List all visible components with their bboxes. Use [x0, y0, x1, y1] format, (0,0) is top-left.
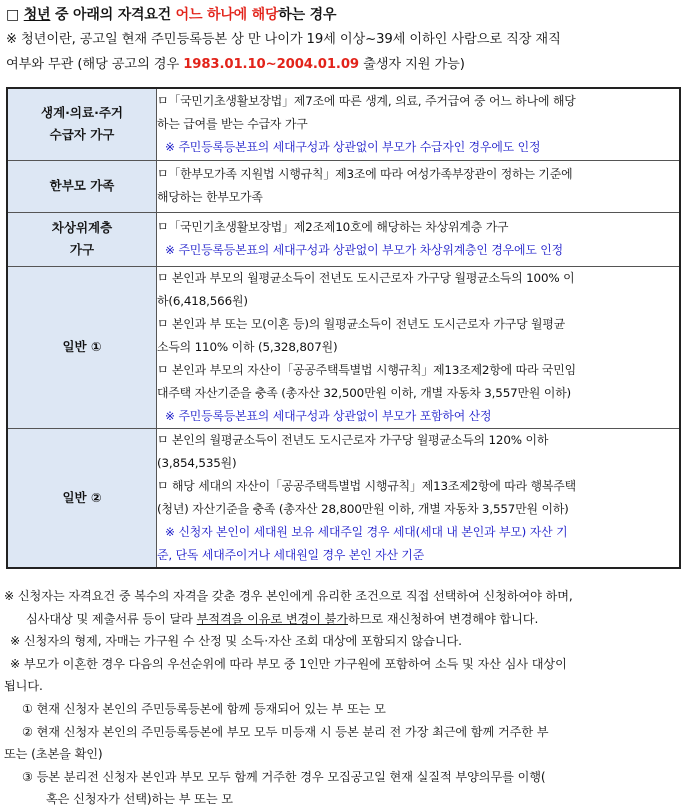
criteria-line: 해당하는 한부모가족 — [157, 190, 263, 204]
section-title — [6, 4, 336, 24]
row-label-line: 차상위계층 — [51, 220, 113, 235]
youth-definition — [6, 27, 686, 77]
table-row — [7, 88, 680, 160]
priority-item: ② 현재 신청자 본인의 주민등록등본에 부모 모두 미등재 시 등본 분리 전 가장 최근에 함께 거주한 부 — [22, 724, 549, 739]
table-row — [7, 266, 680, 428]
row-label — [7, 428, 157, 568]
title-text-end: 하는 경우 — [278, 7, 337, 23]
birth-date-range: 1983.01.10~2004.01.09 — [183, 57, 359, 72]
criteria-line: ㅁ「한부모가족 지원법 시행규칙」제3조에 따라 여성가족부장관이 정하는 기준에 — [157, 167, 573, 181]
row-content — [157, 160, 681, 212]
row-label-line: 일반 ② — [62, 489, 102, 505]
criteria-line: ㅁ「국민기초생활보장법」제2조제10호에 해당하는 차상위계층 가구 — [157, 220, 509, 234]
title-highlight: 어느 하나에 해당 — [175, 7, 279, 23]
criteria-note: ※ 주민등록등본표의 세대구성과 상관없이 부모가 차상위계층인 경우에도 인정 — [165, 243, 563, 257]
criteria-note: ※ 주민등록등본표의 세대구성과 상관없이 부모가 포함하여 산정 — [165, 408, 492, 423]
note-line: 됩니다. — [4, 679, 43, 694]
criteria-line: (3,854,535원) — [157, 455, 237, 470]
intro-line-2-start: 여부와 무관 (해당 공고의 경우 — [6, 57, 184, 72]
criteria-line: 하는 급여를 받는 수급자 가구 — [157, 116, 308, 131]
criteria-line: 하(6,418,566원) — [157, 293, 248, 308]
intro-line-1: ※ 청년이란, 공고일 현재 주민등록등본 상 만 나이가 19세 이상~39세 이하인 사람으로 직장 재직 — [6, 32, 561, 47]
row-label-line: 한부모 가족 — [49, 178, 115, 193]
note-text: 하므로 재신청하여 변경해야 합니다. — [348, 611, 539, 626]
priority-item-cont: 또는 (초본을 확인) — [4, 747, 103, 762]
note-line: ※ 부모가 이혼한 경우 다음의 우선순위에 따라 부모 중 1인만 가구원에 포함하여 소득 및 자산 심사 대상이 — [10, 656, 567, 671]
criteria-line: ㅁ「국민기초생활보장법」제7조에 따른 생계, 의료, 주거급여 중 어느 하나에 해당 — [157, 93, 576, 108]
priority-item: ① 현재 신청자 본인의 주민등록등본에 함께 등재되어 있는 부 또는 모 — [22, 701, 386, 716]
note-line: ※ 신청자의 형제, 자매는 가구원 수 산정 및 소득·자산 조회 대상에 포함되지 않습니다. — [10, 634, 462, 649]
row-label — [7, 160, 157, 212]
note-line — [4, 608, 688, 631]
checkbox-square-icon: □ — [6, 7, 20, 23]
row-label-line: 가구 — [69, 242, 95, 257]
note-line: ※ 신청자는 자격요건 중 복수의 자격을 갖춘 경우 본인에게 유리한 조건으로 직접 선택하여 신청하여야 하며, — [4, 589, 573, 603]
row-label-line: 일반 ① — [62, 339, 102, 354]
priority-item: ③ 등본 분리전 신청자 본인과 부모 모두 함께 거주한 경우 모집공고일 현재 실질적 부양의무를 이행( — [22, 769, 546, 784]
row-content — [157, 266, 681, 428]
row-content — [157, 212, 681, 266]
table-row — [7, 160, 680, 212]
note-underlined: 부적격을 이유로 변경이 불가 — [196, 611, 349, 626]
title-text: 중 아래의 자격요건 — [50, 7, 176, 23]
criteria-line: 대주택 자산기준을 충족 (총자산 32,500만원 이하, 개별 자동차 3,557만원 이하) — [157, 385, 572, 400]
row-content — [157, 88, 681, 160]
criteria-line: ㅁ 해당 세대의 자산이「공공주택특별법 시행규칙」제13조제2항에 따라 행복주택 — [157, 478, 576, 493]
eligibility-table — [6, 87, 681, 569]
table-row — [7, 212, 680, 266]
table-row — [7, 428, 680, 568]
note-text: 심사대상 및 제출서류 등이 달라 — [26, 611, 197, 626]
row-content — [157, 428, 681, 568]
row-label-line: 생계·의료·주거 — [41, 105, 123, 121]
row-label — [7, 212, 157, 266]
criteria-note: ※ 주민등록등본표의 세대구성과 상관없이 부모가 수급자인 경우에도 인정 — [165, 139, 541, 154]
criteria-line: 소득의 110% 이하 (5,328,807원) — [157, 339, 338, 354]
row-label-line: 수급자 가구 — [49, 127, 115, 143]
priority-item-cont: 혹은 신청자가 선택)하는 부 또는 모 — [46, 792, 233, 807]
criteria-line: ㅁ 본인과 부 또는 모(이혼 등)의 월평균소득이 전년도 도시근로자 가구당 월평균 — [157, 316, 566, 331]
title-keyword: 청년 — [23, 7, 51, 23]
criteria-note: ※ 신청자 본인이 세대원 보유 세대주일 경우 세대(세대 내 본인과 부모) 자산 기 — [165, 524, 568, 539]
row-label — [7, 88, 157, 160]
criteria-line: ㅁ 본인과 부모의 월평균소득이 전년도 도시근로자 가구당 월평균소득의 100% 이 — [157, 270, 575, 285]
row-label — [7, 266, 157, 428]
criteria-note: 준, 단독 세대주이거나 세대원일 경우 본인 자산 기준 — [157, 547, 425, 562]
footnotes — [4, 585, 688, 811]
criteria-line: ㅁ 본인과 부모의 자산이「공공주택특별법 시행규칙」제13조제2항에 따라 국민임 — [157, 362, 576, 377]
criteria-line: (청년) 자산기준을 충족 (총자산 28,800만원 이하, 개별 자동차 3,557만원 이하) — [157, 501, 569, 516]
intro-line-2-end: 출생자 지원 가능) — [359, 57, 465, 72]
criteria-line: ㅁ 본인의 월평균소득이 전년도 도시근로자 가구당 월평균소득의 120% 이하 — [157, 432, 549, 447]
intro-line-2 — [6, 52, 686, 77]
